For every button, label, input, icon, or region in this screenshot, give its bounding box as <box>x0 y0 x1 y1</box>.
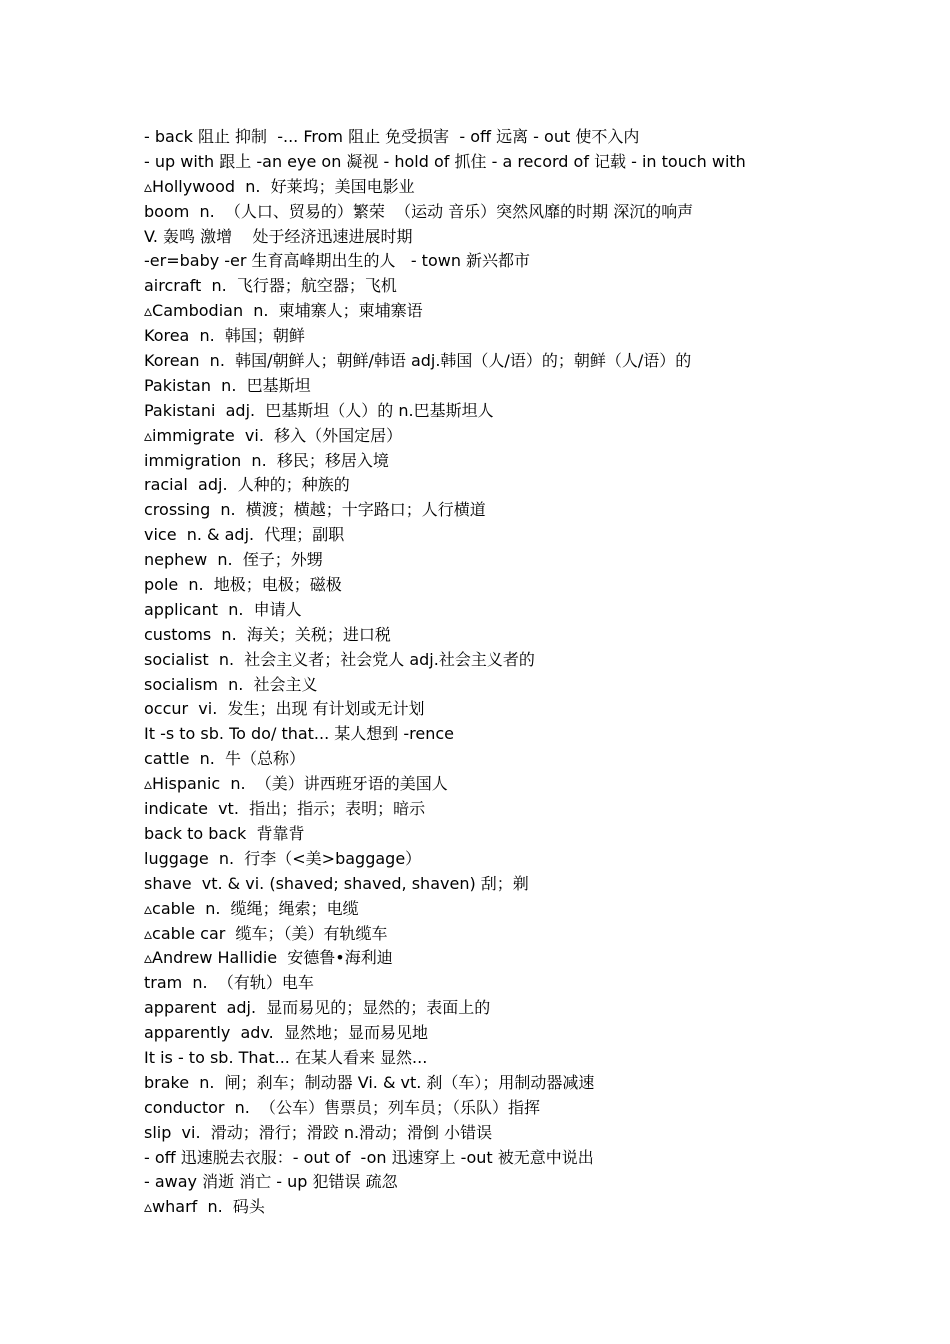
vocabulary-line: Korea n. 韩国；朝鲜 <box>144 326 305 346</box>
vocabulary-line: V. 轰鸣 激增 处于经济迅速进展时期 <box>144 226 413 246</box>
vocabulary-line: ▵Hollywood n. 好莱坞；美国电影业 <box>144 176 415 196</box>
vocabulary-line: apparent adj. 显而易见的；显然的；表面上的 <box>144 998 491 1018</box>
vocabulary-line: -er=baby -er 生育高峰期出生的人 - town 新兴都市 <box>144 251 531 271</box>
vocabulary-line: ▵wharf n. 码头 <box>144 1197 265 1217</box>
vocabulary-line: crossing n. 横渡；横越；十字路口；人行横道 <box>144 500 486 520</box>
vocabulary-line: It is - to sb. That... 在某人看来 显然... <box>144 1047 428 1067</box>
vocabulary-line: ▵Hispanic n. （美）讲西班牙语的美国人 <box>144 774 448 794</box>
vocabulary-line: indicate vt. 指出；指示；表明；暗示 <box>144 799 426 819</box>
vocabulary-line: ▵cable car 缆车；（美）有轨缆车 <box>144 923 388 943</box>
vocabulary-line: applicant n. 申请人 <box>144 599 302 619</box>
vocabulary-line: racial adj. 人种的；种族的 <box>144 475 350 495</box>
vocabulary-line: - up with 跟上 -an eye on 凝视 - hold of 抓住 - a record of 记载 - in touch with <box>144 151 746 171</box>
vocabulary-line: apparently adv. 显然地；显而易见地 <box>144 1023 428 1043</box>
vocabulary-line: boom n. （人口、贸易的）繁荣 （运动 音乐）突然风靡的时期 深沉的响声 <box>144 201 694 221</box>
vocabulary-line: ▵Cambodian n. 柬埔寨人；柬埔寨语 <box>144 301 423 321</box>
vocabulary-line: immigration n. 移民；移居入境 <box>144 450 389 470</box>
vocabulary-list <box>144 125 904 1220</box>
vocabulary-line: back to back 背靠背 <box>144 823 305 843</box>
vocabulary-line: aircraft n. 飞行器；航空器；飞机 <box>144 276 397 296</box>
vocabulary-line: Pakistani adj. 巴基斯坦（人）的 n.巴基斯坦人 <box>144 400 494 420</box>
vocabulary-line: ▵Andrew Hallidie 安德鲁•海利迪 <box>144 948 393 968</box>
vocabulary-line: ▵cable n. 缆绳；绳索；电缆 <box>144 898 359 918</box>
vocabulary-line: socialism n. 社会主义 <box>144 674 318 694</box>
vocabulary-line: - away 消逝 消亡 - up 犯错误 疏忽 <box>144 1172 398 1192</box>
vocabulary-line: Pakistan n. 巴基斯坦 <box>144 375 311 395</box>
vocabulary-line: - off 迅速脱去衣服：- out of -on 迅速穿上 -out 被无意中说出 <box>144 1147 594 1167</box>
vocabulary-line: customs n. 海关；关税；进口税 <box>144 624 391 644</box>
vocabulary-line: cattle n. 牛（总称） <box>144 749 306 769</box>
vocabulary-line: luggage n. 行李（<美>baggage） <box>144 848 422 868</box>
vocabulary-line: nephew n. 侄子；外甥 <box>144 550 323 570</box>
vocabulary-line: occur vi. 发生；出现 有计划或无计划 <box>144 699 425 719</box>
vocabulary-line: ▵immigrate vi. 移入（外国定居） <box>144 425 403 445</box>
vocabulary-line: pole n. 地极；电极；磁极 <box>144 575 342 595</box>
vocabulary-line: - back 阻止 抑制 -... From 阻止 免受损害 - off 远离 - out 使不入内 <box>144 127 640 146</box>
vocabulary-line: Korean n. 韩国/朝鲜人；朝鲜/韩语 adj.韩国（人/语）的；朝鲜（人/语）的 <box>144 351 692 371</box>
vocabulary-line: It -s to sb. To do/ that... 某人想到 -rence <box>144 724 454 744</box>
vocabulary-line: conductor n. （公车）售票员；列车员；（乐队）指挥 <box>144 1097 541 1117</box>
vocabulary-line: shave vt. & vi. (shaved; shaved, shaven) 刮；剃 <box>144 873 529 893</box>
vocabulary-line: brake n. 闸；刹车；制动器 Vi. & vt. 刹（车）；用制动器减速 <box>144 1072 595 1092</box>
vocabulary-line: tram n. （有轨）电车 <box>144 973 314 993</box>
vocabulary-line: slip vi. 滑动；滑行；滑跤 n.滑动；滑倒 小错误 <box>144 1122 493 1142</box>
vocabulary-line: vice n. & adj. 代理；副职 <box>144 525 345 545</box>
vocabulary-line: socialist n. 社会主义者；社会党人 adj.社会主义者的 <box>144 649 535 669</box>
